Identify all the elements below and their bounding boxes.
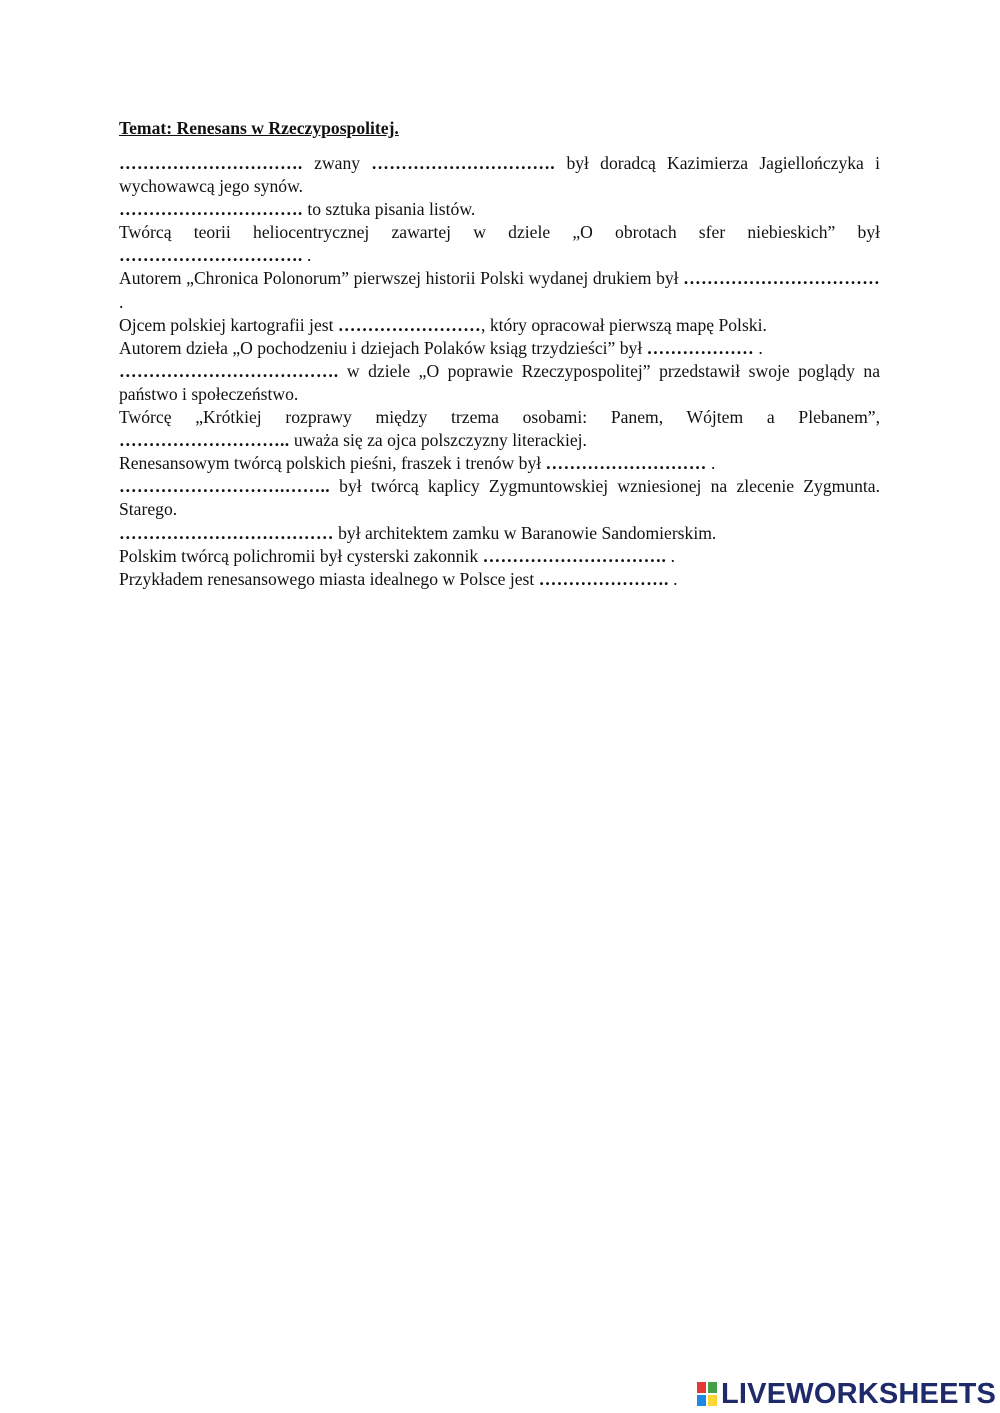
sentence-8 [119, 406, 880, 452]
sentence-text: w dziele „O poprawie Rzeczypospolitej” przedstawił swoje poglądy na państwo i społeczeństwo. [119, 360, 880, 404]
logo-square [696, 1381, 707, 1394]
sentence-text: uważa się za ojca polszczyzny literackiej. [289, 430, 587, 451]
sentence-text: Autorem „Chronica Polonorum” pierwszej historii Polski wydanej drukiem był [119, 268, 684, 289]
sentence-7 [119, 360, 880, 406]
sentence-2 [119, 198, 880, 221]
sentence-text: . [666, 545, 675, 566]
sentence-3 [119, 221, 880, 267]
sentence-10 [119, 475, 880, 521]
answer-blank[interactable]: ……………………….…….. [119, 476, 330, 497]
sentence-4 [119, 267, 880, 313]
sentence-text: . [754, 337, 763, 358]
logo-square [707, 1394, 718, 1407]
answer-blank[interactable]: …………………… [337, 314, 482, 335]
sentence-text: Twórcę „Krótkiej rozprawy między trzema osobami: Panem, Wójtem a Plebanem”, [119, 407, 880, 428]
sentence-12 [119, 545, 880, 568]
sentence-text: był twórcą kaplicy Zygmuntowskiej wzniesionej na zlecenie Zygmunta. Starego. [119, 476, 880, 520]
logo-icon [696, 1381, 718, 1407]
answer-blank[interactable]: ……………………….. [119, 430, 290, 451]
sentence-text: . [668, 568, 678, 589]
logo-square [696, 1394, 707, 1407]
sentence-text: . [706, 453, 716, 474]
sentence-6 [119, 337, 880, 360]
liveworksheets-logo [696, 1379, 996, 1409]
sentence-text: to sztuka pisania listów. [307, 199, 476, 220]
sentence-11 [119, 522, 880, 545]
answer-blank[interactable]: ……………… [646, 337, 755, 358]
sentence-text: , który opracował pierwszą mapę Polski. [481, 314, 767, 335]
sentence-5 [119, 314, 880, 337]
answer-blank[interactable]: ……………………………… [119, 522, 334, 543]
sentence-text: Przykładem renesansowego miasta idealnego w Polsce jest [119, 568, 539, 589]
sentence-text: był architektem zamku w Baranowie Sandomierskim. [333, 522, 717, 543]
sentence-text: Ojcem polskiej kartografii jest [119, 314, 338, 335]
logo-square [707, 1381, 718, 1394]
answer-blank[interactable]: …………………………. [371, 153, 567, 173]
answer-blank[interactable]: …………………………… [683, 268, 880, 289]
sentence-text: Autorem dzieła „O pochodzeniu i dziejach Polaków ksiąg trzydzieści” był [119, 337, 647, 358]
answer-blank[interactable]: ……………………… [545, 453, 707, 474]
sentence-9 [119, 452, 880, 475]
answer-blank[interactable]: …………………………. [119, 153, 315, 173]
answer-blank[interactable]: …………………. [538, 568, 669, 589]
worksheet-body [119, 152, 880, 591]
page-title: Temat: Renesans w Rzeczypospolitej. [119, 118, 399, 138]
sentence-text: Twórcą teorii heliocentrycznej zawartej w dziele „O obrotach sfer niebieskich” był [119, 222, 880, 243]
worksheet-page [119, 117, 880, 591]
sentence-text: . [302, 245, 312, 266]
sentence-text: był doradcą Kazimierza Jagiellończyka i wychowawcą jego synów. [119, 153, 880, 197]
logo-text: LIVEWORKSHEETS [721, 1378, 997, 1410]
sentence-text: Renesansowym twórcą polskich pieśni, fraszek i trenów był [119, 453, 546, 474]
answer-blank[interactable]: …………………………. [119, 199, 308, 220]
sentence-text: Polskim twórcą polichromii był cysterski zakonnik [119, 545, 483, 566]
sentence-13 [119, 568, 880, 591]
answer-blank[interactable]: …………………………. [482, 545, 667, 566]
sentence-text: . [119, 291, 124, 312]
answer-blank[interactable]: …………………………. [119, 245, 303, 266]
sentence-1 [119, 152, 880, 198]
sentence-text: zwany [314, 153, 372, 173]
answer-blank[interactable]: ………………………………. [119, 360, 339, 381]
